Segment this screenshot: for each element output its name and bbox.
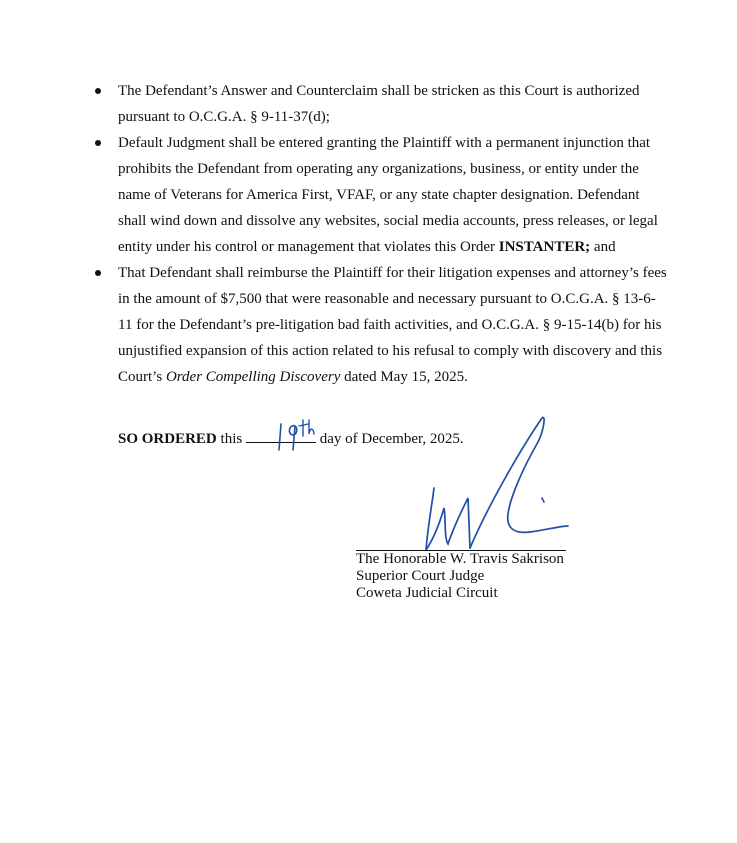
judge-name: The Honorable W. Travis Sakrison	[356, 551, 564, 567]
order-provision-segment: The Defendant’s Answer and Counterclaim shall be stricken as this Court is authorized pursuant to O.C.G.A. § 9-11-37(d);	[118, 83, 640, 125]
order-provision-item	[90, 78, 670, 130]
bullet-dot	[95, 270, 101, 276]
handwritten-day	[275, 414, 319, 454]
so-ordered-date: day of December, 2025.	[315, 431, 464, 447]
order-provision-segment: and	[590, 239, 616, 255]
so-ordered-label: SO ORDERED	[118, 431, 217, 447]
order-provision-segment: Default Judgment shall be entered granting the Plaintiff with a permanent injunction that prohibits the Defendant from operating any organizations, business, or entity under the name of Veterans for America First, VFAF, or any state chapter designation. Defendant shall wind down and dissolve any websites, social media accounts, press releases, or legal entity under his control or management that violates this Order	[118, 135, 658, 255]
so-ordered-this: this	[216, 431, 246, 447]
judge-circuit: Coweta Judicial Circuit	[356, 585, 498, 601]
order-provision-segment: That Defendant shall reimburse the Plaintiff for their litigation expenses and attorney’s fees in the amount of $7,500 that were reasonable and necessary pursuant to O.C.G.A. § 13-6-11 for the Defendant’s pre-litigation bad faith activities, and O.C.G.A. § 9-15-14(b) for his unjustified expansion of this action related to his refusal to comply with discovery and this Court’s	[118, 265, 667, 385]
judge-signature	[410, 410, 580, 560]
judge-title: Superior Court Judge	[356, 568, 485, 584]
judge-block	[356, 551, 564, 602]
order-provision-segment: INSTANTER;	[498, 239, 591, 255]
order-provision-segment: dated May 15, 2025.	[340, 369, 468, 385]
order-provision-item	[90, 260, 670, 390]
order-provision-text	[118, 130, 670, 260]
order-provision-segment: Order Compelling Discovery	[165, 369, 341, 385]
order-provision-item	[90, 130, 670, 260]
bullet-dot	[95, 140, 101, 146]
order-provision-text	[118, 78, 670, 130]
bullet-dot	[95, 88, 101, 94]
order-provisions-list	[90, 78, 670, 390]
order-provision-text	[118, 260, 670, 390]
